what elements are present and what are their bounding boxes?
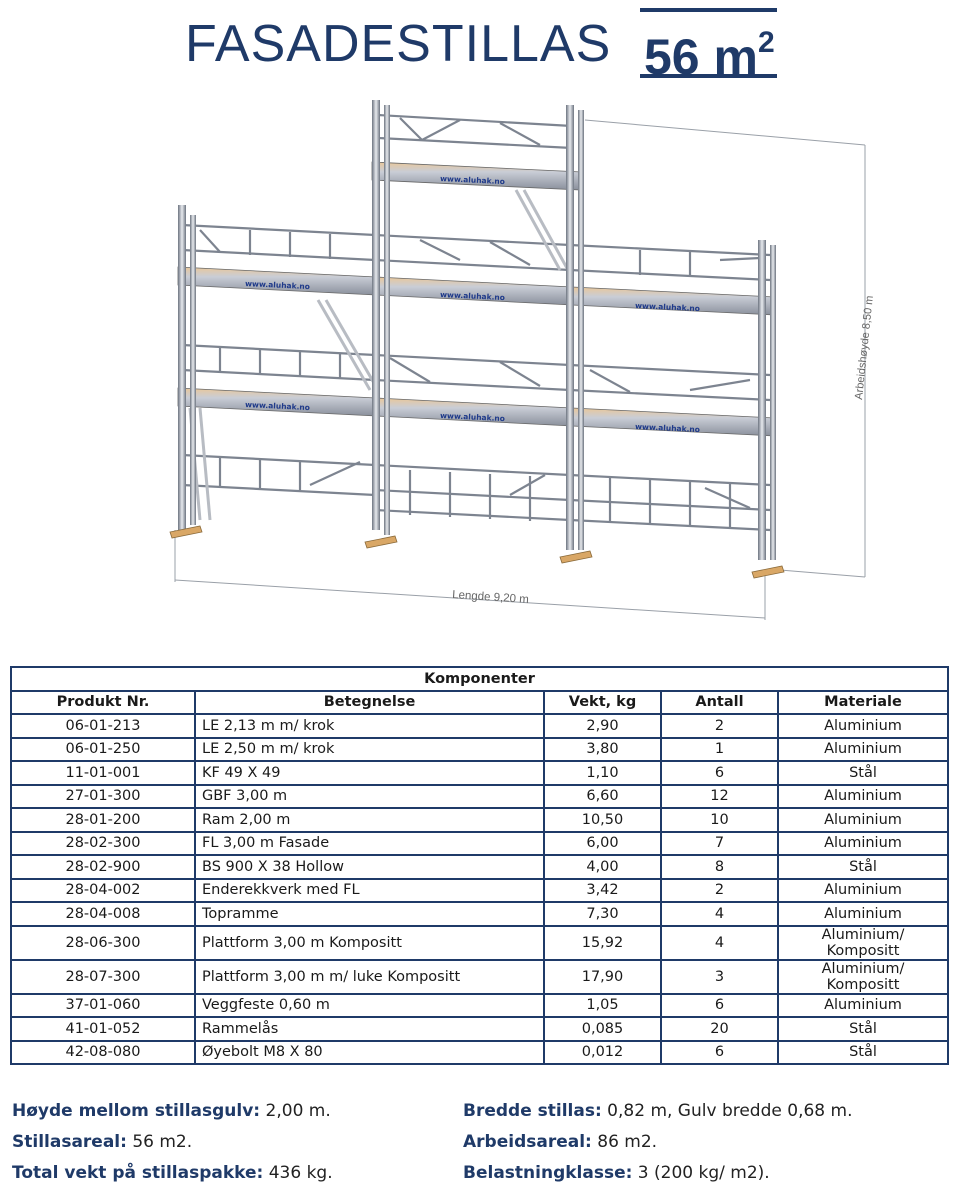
product-number-cell: 06-01-250 — [11, 738, 195, 762]
deck-brand-text: www.aluhak.no — [439, 290, 506, 303]
material-cell: Aluminium/ Kompositt — [778, 926, 948, 960]
material-cell: Aluminium — [778, 994, 948, 1018]
material-cell: Stål — [778, 1017, 948, 1041]
weight-cell: 6,60 — [544, 785, 661, 809]
description-cell: Plattform 3,00 m Kompositt — [195, 926, 544, 960]
product-number-cell: 28-06-300 — [11, 926, 195, 960]
deck-brand-text: www.aluhak.no — [439, 174, 506, 187]
weight-cell: 1,05 — [544, 994, 661, 1018]
spec-total-weight: Total vekt på stillaspakke: 436 kg. — [12, 1163, 333, 1183]
table-row — [11, 926, 948, 960]
page-title: FASADESTILLAS — [185, 15, 612, 73]
quantity-cell: 2 — [661, 879, 778, 903]
deck-brand-text: www.aluhak.no — [244, 400, 311, 413]
table-row — [11, 902, 948, 926]
description-cell: Ram 2,00 m — [195, 808, 544, 832]
description-cell: GBF 3,00 m — [195, 785, 544, 809]
description-cell: FL 3,00 m Fasade — [195, 832, 544, 856]
table-row — [11, 832, 948, 856]
table-row — [11, 1017, 948, 1041]
table-row — [11, 960, 948, 994]
base-plates — [170, 526, 784, 578]
table-row — [11, 1041, 948, 1065]
table-row — [11, 879, 948, 903]
material-cell: Aluminium/ Kompositt — [778, 960, 948, 994]
area-badge — [640, 8, 777, 85]
table-row — [11, 785, 948, 809]
product-number-cell: 27-01-300 — [11, 785, 195, 809]
table-row — [11, 994, 948, 1018]
product-number-cell: 28-04-002 — [11, 879, 195, 903]
deck-brand-text: www.aluhak.no — [244, 279, 311, 292]
quantity-cell: 6 — [661, 1041, 778, 1065]
spec-working-area: Arbeidsareal: 86 m2. — [463, 1132, 658, 1152]
description-cell: KF 49 X 49 — [195, 761, 544, 785]
material-cell: Aluminium — [778, 879, 948, 903]
weight-cell: 2,90 — [544, 714, 661, 738]
product-number-cell: 41-01-052 — [11, 1017, 195, 1041]
column-header: Materiale — [778, 691, 948, 715]
height-dimension-label: Arbeidshøyde 8,50 m — [853, 295, 876, 401]
length-dimension-label: Lengde 9,20 m — [451, 589, 530, 606]
product-number-cell: 28-02-300 — [11, 832, 195, 856]
scaffold-drawing — [160, 90, 880, 625]
quantity-cell: 1 — [661, 738, 778, 762]
material-cell: Aluminium — [778, 902, 948, 926]
table-row — [11, 738, 948, 762]
column-header: Produkt Nr. — [11, 691, 195, 715]
weight-cell: 10,50 — [544, 808, 661, 832]
quantity-cell: 10 — [661, 808, 778, 832]
product-number-cell: 28-01-200 — [11, 808, 195, 832]
product-number-cell: 42-08-080 — [11, 1041, 195, 1065]
description-cell: Plattform 3,00 m m/ luke Kompositt — [195, 960, 544, 994]
area-sup: 2 — [757, 26, 775, 59]
product-number-cell: 28-04-008 — [11, 902, 195, 926]
column-header: Antall — [661, 691, 778, 715]
quantity-cell: 4 — [661, 926, 778, 960]
weight-cell: 4,00 — [544, 855, 661, 879]
table-row — [11, 761, 948, 785]
product-number-cell: 11-01-001 — [11, 761, 195, 785]
description-cell: Rammelås — [195, 1017, 544, 1041]
weight-cell: 3,42 — [544, 879, 661, 903]
quantity-cell: 6 — [661, 761, 778, 785]
deck-brand-text: www.aluhak.no — [634, 422, 701, 435]
spec-width: Bredde stillas: 0,82 m, Gulv bredde 0,68 m. — [463, 1101, 853, 1121]
quantity-cell: 20 — [661, 1017, 778, 1041]
material-cell: Stål — [778, 855, 948, 879]
weight-cell: 0,085 — [544, 1017, 661, 1041]
components-table — [10, 666, 949, 1065]
description-cell: Topramme — [195, 902, 544, 926]
quantity-cell: 12 — [661, 785, 778, 809]
quantity-cell: 6 — [661, 994, 778, 1018]
column-header: Betegnelse — [195, 691, 544, 715]
area-value: 56 m — [644, 29, 758, 85]
table-row — [11, 855, 948, 879]
material-cell: Aluminium — [778, 785, 948, 809]
weight-cell: 0,012 — [544, 1041, 661, 1065]
description-cell: Enderekkverk med FL — [195, 879, 544, 903]
product-number-cell: 28-02-900 — [11, 855, 195, 879]
quantity-cell: 2 — [661, 714, 778, 738]
spec-load-class: Belastningklasse: 3 (200 kg/ m2). — [463, 1163, 770, 1183]
quantity-cell: 7 — [661, 832, 778, 856]
material-cell: Aluminium — [778, 832, 948, 856]
table-caption: Komponenter — [11, 667, 948, 691]
product-number-cell: 06-01-213 — [11, 714, 195, 738]
weight-cell: 7,30 — [544, 902, 661, 926]
material-cell: Aluminium — [778, 738, 948, 762]
quantity-cell: 8 — [661, 855, 778, 879]
column-header: Vekt, kg — [544, 691, 661, 715]
description-cell: Øyebolt M8 X 80 — [195, 1041, 544, 1065]
material-cell: Stål — [778, 761, 948, 785]
weight-cell: 3,80 — [544, 738, 661, 762]
deck-brand-text: www.aluhak.no — [634, 301, 701, 314]
table-row — [11, 714, 948, 738]
product-number-cell: 28-07-300 — [11, 960, 195, 994]
spec-scaffold-area: Stillasareal: 56 m2. — [12, 1132, 193, 1152]
table-row — [11, 808, 948, 832]
weight-cell: 15,92 — [544, 926, 661, 960]
description-cell: LE 2,50 m m/ krok — [195, 738, 544, 762]
description-cell: Veggfeste 0,60 m — [195, 994, 544, 1018]
weight-cell: 1,10 — [544, 761, 661, 785]
weight-cell: 6,00 — [544, 832, 661, 856]
material-cell: Aluminium — [778, 714, 948, 738]
table-header-row — [11, 691, 948, 715]
material-cell: Aluminium — [778, 808, 948, 832]
description-cell: LE 2,13 m m/ krok — [195, 714, 544, 738]
description-cell: BS 900 X 38 Hollow — [195, 855, 544, 879]
spec-floor-height: Høyde mellom stillasgulv: 2,00 m. — [12, 1101, 331, 1121]
quantity-cell: 4 — [661, 902, 778, 926]
weight-cell: 17,90 — [544, 960, 661, 994]
product-number-cell: 37-01-060 — [11, 994, 195, 1018]
quantity-cell: 3 — [661, 960, 778, 994]
material-cell: Stål — [778, 1041, 948, 1065]
deck-brand-text: www.aluhak.no — [439, 411, 506, 424]
